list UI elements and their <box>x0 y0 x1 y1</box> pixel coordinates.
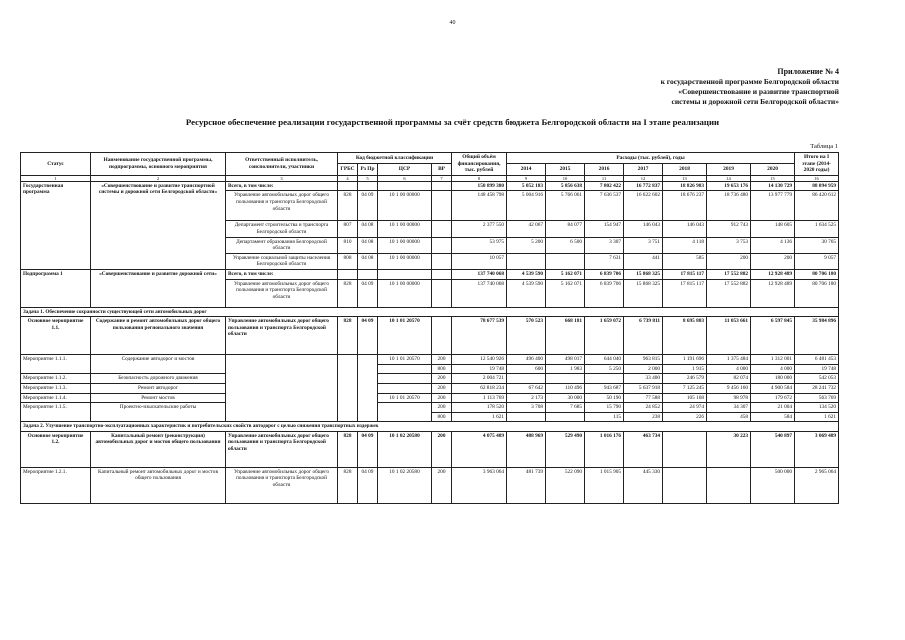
cell-year: 146 043 <box>663 221 707 237</box>
cell-csr: 10 1 00 00000 <box>378 279 432 307</box>
resource-table <box>20 152 839 504</box>
cell-sum: 80 706 180 <box>795 279 839 307</box>
cell-year: 458 <box>707 412 751 422</box>
cell-grbs: 807 <box>338 221 358 237</box>
cell-csr <box>378 269 432 279</box>
cell-year: 3 753 <box>707 237 751 253</box>
cell-year: 15 790 <box>585 403 624 413</box>
cell-year <box>507 253 546 269</box>
annex-header <box>579 67 839 107</box>
cell-csr: 10 1 00 00000 <box>378 237 432 253</box>
cell-total: 19 748 <box>452 364 507 374</box>
cell-status: Мероприятие 1.1.3. <box>21 383 91 393</box>
annex-line: «Совершенствование и развитие транспортной <box>678 87 839 96</box>
cell-name: Ремонт мостов <box>91 393 226 403</box>
cell-year: 226 <box>663 412 707 422</box>
cell-year: 19 653 176 <box>707 181 751 191</box>
cell-year: 18 736 480 <box>707 191 751 221</box>
cell-year: 180 000 <box>751 374 795 384</box>
cell-year: 1 659 072 <box>585 317 624 355</box>
cell-vr: 200 <box>432 403 452 413</box>
cell-name: Капитальный ремонт (реконструкция) автомобильных дорог и мостов общего пользования <box>91 431 226 467</box>
cell-total: 62 818 234 <box>452 383 507 393</box>
section-task-1: Задача 1. Обеспечение сохранности существующей сети автомобильных дорог <box>21 307 839 317</box>
cell-year <box>546 253 585 269</box>
cell-year: 154 947 <box>585 221 624 237</box>
cell-year: 5 052 183 <box>507 181 546 191</box>
header-expenses: Расходы (тыс. рублей), годы <box>507 153 795 164</box>
cell-responsible: Департамент образования Белгородской области <box>226 237 338 253</box>
cell-sum: 134 520 <box>795 403 839 413</box>
cell-total: 3 963 064 <box>452 467 507 503</box>
header-csr: ЦСР <box>378 164 432 175</box>
cell-responsible <box>226 355 338 422</box>
cell-year: 146 043 <box>624 221 663 237</box>
cell-year: 30 223 <box>707 431 751 467</box>
header-status: Статус <box>21 153 91 176</box>
cell-year: 3 307 <box>585 237 624 253</box>
cell-year: 1 015 905 <box>585 467 624 503</box>
cell-year: 77 588 <box>624 393 663 403</box>
cell-total: 2 377 550 <box>452 221 507 237</box>
cell-year: 17 552 882 <box>707 279 751 307</box>
cell-vr: 200 <box>432 383 452 393</box>
cell-sum: 6 481 453 <box>795 355 839 365</box>
cell-rzpr: 04 09 <box>358 317 378 355</box>
cell-year: 943 687 <box>585 383 624 393</box>
cell-year: 67 642 <box>507 383 546 393</box>
cell-year: 481 739 <box>507 467 546 503</box>
cell-year: 5 004 916 <box>507 191 546 221</box>
cell-year: 584 <box>751 412 795 422</box>
cell-total: 53 975 <box>452 237 507 253</box>
header-grbs: ГРБС <box>338 164 358 175</box>
cell-year: 500 000 <box>751 467 795 503</box>
cell-year: 18 826 983 <box>663 181 707 191</box>
cell-year: 42 067 <box>507 221 546 237</box>
cell-status: Государственная программа <box>21 181 91 269</box>
cell-rzpr: 04 09 <box>358 191 378 221</box>
cell-sum: 80 706 180 <box>795 269 839 279</box>
cell-rzpr: 04 08 <box>358 221 378 237</box>
cell-rzpr: 04 09 <box>358 431 378 467</box>
cell-year: 16 622 602 <box>624 191 663 221</box>
cell-year: 585 <box>663 253 707 269</box>
cell-csr: 10 1 02 20580 <box>378 467 432 503</box>
cell-sum: 1 621 <box>795 412 839 422</box>
cell-status: Основное мероприятие 1.2. <box>21 431 91 467</box>
cell-csr: 10 1 02 20580 <box>378 431 432 467</box>
cell-vr: 200 <box>432 393 452 403</box>
column-number: 12 <box>624 175 663 181</box>
cell-sum: 9 057 <box>795 253 839 269</box>
cell-total: 1 113 769 <box>452 393 507 403</box>
cell-status: Мероприятие 1.1.5. <box>21 403 91 422</box>
cell-year: 463 734 <box>624 431 663 467</box>
cell-year: 668 181 <box>546 317 585 355</box>
column-number: 6 <box>378 175 432 181</box>
cell-name: Проектно-изыскательские работы <box>91 403 226 422</box>
column-number: 7 <box>432 175 452 181</box>
cell-year: 21 004 <box>751 403 795 413</box>
cell-grbs: 828 <box>338 279 358 307</box>
cell-csr: 10 1 01 20570 <box>378 355 432 365</box>
cell-year: 15 868 325 <box>624 279 663 307</box>
cell-year: 1 375 484 <box>707 355 751 365</box>
header-kbk: Код бюджетной классификации <box>338 153 452 164</box>
cell-year: 8 695 803 <box>663 317 707 355</box>
cell-total: 1 621 <box>452 412 507 422</box>
cell-csr: 10 1 00 00000 <box>378 221 432 237</box>
cell-rzpr: 04 09 <box>358 279 378 307</box>
cell-year: 540 897 <box>751 431 795 467</box>
cell-vr <box>432 191 452 221</box>
cell-grbs: 828 <box>338 317 358 355</box>
cell-sum: 1 634 525 <box>795 221 839 237</box>
cell-year: 441 <box>624 253 663 269</box>
header-rzpr: Рз Пр <box>358 164 378 175</box>
cell-year: 4 000 <box>707 364 751 374</box>
cell-grbs: 828 <box>338 431 358 467</box>
cell-sum: 19 748 <box>795 364 839 374</box>
cell-year <box>546 374 585 384</box>
cell-status: Мероприятие 1.2.1. <box>21 467 91 503</box>
cell-csr: 10 1 00 00000 <box>378 191 432 221</box>
cell-responsible: Всего, в том числе: <box>226 181 338 191</box>
table-row <box>21 374 839 384</box>
cell-year: 7 685 <box>546 403 585 413</box>
cell-year: 9 456 160 <box>707 383 751 393</box>
column-number: 15 <box>751 175 795 181</box>
cell-year: 17 552 882 <box>707 269 751 279</box>
cell-year: 529 490 <box>546 431 585 467</box>
cell-year: 498 017 <box>546 355 585 365</box>
cell-name: Содержание автодорог и мостов <box>91 355 226 374</box>
cell-year: 7 631 <box>585 253 624 269</box>
column-number: 16 <box>795 175 839 181</box>
cell-grbs: 808 <box>338 253 358 269</box>
cell-rzpr <box>358 355 378 422</box>
column-number: 11 <box>585 175 624 181</box>
cell-year <box>507 374 546 384</box>
cell-responsible: Управление автомобильных дорог общего пользования и транспорта Белгородской области <box>226 317 338 355</box>
cell-vr <box>432 317 452 355</box>
cell-total: 2 004 721 <box>452 374 507 384</box>
column-number: 5 <box>358 175 378 181</box>
header-year: 2019 <box>707 164 751 175</box>
cell-sum: 28 241 732 <box>795 383 839 393</box>
cell-year: 33 400 <box>624 374 663 384</box>
cell-year: 4 136 <box>751 237 795 253</box>
section-row <box>21 307 839 317</box>
cell-year: 148 605 <box>751 221 795 237</box>
cell-year: 4 900 584 <box>751 383 795 393</box>
cell-name: «Совершенствование и развитие транспортной системы и дорожной сети Белгородской области» <box>91 181 226 269</box>
cell-year: 11 053 661 <box>707 317 751 355</box>
cell-year <box>663 467 707 503</box>
table-row <box>21 355 839 365</box>
cell-year <box>707 467 751 503</box>
table-row <box>21 467 839 503</box>
cell-vr <box>432 253 452 269</box>
cell-year: 4 118 <box>663 237 707 253</box>
cell-sum: 30 765 <box>795 237 839 253</box>
cell-responsible: Управление автомобильных дорог общего пользования и транспорта Белгородской области <box>226 431 338 467</box>
cell-sum: 88 094 959 <box>795 181 839 191</box>
cell-total: 12 540 926 <box>452 355 507 365</box>
cell-year: 16 772 837 <box>624 181 663 191</box>
cell-year: 17 815 117 <box>663 279 707 307</box>
cell-status: Мероприятие 1.1.4. <box>21 393 91 403</box>
column-number: 2 <box>91 175 226 181</box>
cell-year <box>507 412 546 422</box>
cell-year: 200 <box>707 253 751 269</box>
table-row <box>21 393 839 403</box>
cell-rzpr: 04 08 <box>358 237 378 253</box>
header-year: 2018 <box>663 164 707 175</box>
cell-responsible: Управление автомобильных дорог общего пользования и транспорта Белгородской области <box>226 467 338 503</box>
cell-year: 1 915 <box>663 364 707 374</box>
cell-vr <box>432 181 452 191</box>
section-row <box>21 422 839 432</box>
header-year: 2020 <box>751 164 795 175</box>
cell-grbs: 828 <box>338 191 358 221</box>
cell-name: «Совершенствование и развитие дорожной сети» <box>91 269 226 307</box>
cell-year: 3 708 <box>507 403 546 413</box>
cell-csr <box>378 364 432 374</box>
cell-year: 600 <box>507 364 546 374</box>
annex-line: к государственной программе Белгородской области <box>660 77 839 86</box>
cell-responsible: Управление автомобильных дорог общего пользования и транспорта Белгородской области <box>226 191 338 221</box>
column-number: 13 <box>663 175 707 181</box>
cell-year: 12 928 489 <box>751 279 795 307</box>
table-row <box>21 317 839 355</box>
cell-year: 488 969 <box>507 431 546 467</box>
cell-year: 522 090 <box>546 467 585 503</box>
table-row <box>21 383 839 393</box>
header-year: 2015 <box>546 164 585 175</box>
cell-year: 18 676 237 <box>663 191 707 221</box>
header-year: 2014 <box>507 164 546 175</box>
cell-year: 14 130 729 <box>751 181 795 191</box>
cell-responsible: Всего, в том числе: <box>226 269 338 279</box>
cell-grbs: 810 <box>338 237 358 253</box>
cell-name: Капитальный ремонт автомобильных дорог и мостов общего пользования <box>91 467 226 503</box>
cell-year: 3 751 <box>624 237 663 253</box>
cell-year: 115 <box>585 412 624 422</box>
column-number: 10 <box>546 175 585 181</box>
column-number: 4 <box>338 175 358 181</box>
cell-grbs <box>338 355 358 422</box>
cell-year: 82 074 <box>707 374 751 384</box>
cell-csr <box>378 181 432 191</box>
annex-line: Приложение № 4 <box>777 67 839 76</box>
cell-vr: 200 <box>432 467 452 503</box>
cell-year: 6 839 706 <box>585 269 624 279</box>
cell-vr: 200 <box>432 431 452 467</box>
section-task-2: Задача 2. Улучшение транспортно-эксплуатационных характеристик и потребительских свойств автодорог с целью снижения транспортных издержек <box>21 422 839 432</box>
cell-year: 50 190 <box>585 393 624 403</box>
cell-rzpr <box>358 181 378 191</box>
cell-vr: 800 <box>432 364 452 374</box>
cell-responsible: Управление социальной защиты населения Белгородской области <box>226 253 338 269</box>
cell-year: 7 125 245 <box>663 383 707 393</box>
cell-sum: 86 420 612 <box>795 191 839 221</box>
table-row <box>21 181 839 191</box>
cell-year: 12 928 489 <box>751 269 795 279</box>
cell-year <box>546 412 585 422</box>
cell-responsible: Департамент строительства и транспорта Белгородской области <box>226 221 338 237</box>
cell-year: 644 040 <box>585 355 624 365</box>
cell-csr: 10 1 01 20570 <box>378 393 432 403</box>
cell-vr <box>432 221 452 237</box>
cell-year: 84 077 <box>546 221 585 237</box>
cell-csr: 10 1 01 20570 <box>378 317 432 355</box>
cell-year: 15 868 325 <box>624 269 663 279</box>
cell-year: 7 802 422 <box>585 181 624 191</box>
cell-name: Содержание и ремонт автомобильных дорог общего пользования регионального значения <box>91 317 226 355</box>
cell-csr <box>378 403 432 422</box>
cell-grbs: 828 <box>338 467 358 503</box>
column-number: 9 <box>507 175 546 181</box>
cell-year: 963 815 <box>624 355 663 365</box>
cell-vr <box>432 269 452 279</box>
cell-year <box>663 431 707 467</box>
cell-grbs <box>338 269 358 279</box>
cell-year: 98 978 <box>707 393 751 403</box>
cell-year: 24 852 <box>624 403 663 413</box>
annex-line: системы и дорожной сети Белгородской области» <box>671 97 839 106</box>
cell-sum: 3 069 489 <box>795 431 839 467</box>
cell-total: 150 899 380 <box>452 181 507 191</box>
cell-year: 912 743 <box>707 221 751 237</box>
table-row <box>21 403 839 413</box>
cell-year: 34 307 <box>707 403 751 413</box>
column-number: 8 <box>452 175 507 181</box>
cell-year: 30 000 <box>546 393 585 403</box>
cell-status: Мероприятие 1.1.2. <box>21 374 91 384</box>
header-total: Общий объём финансирования, тыс. рублей <box>452 153 507 176</box>
cell-csr: 10 1 00 00000 <box>378 253 432 269</box>
cell-year <box>585 374 624 384</box>
cell-sum: 35 984 896 <box>795 317 839 355</box>
cell-year: 5 856 638 <box>546 181 585 191</box>
cell-year: 6 739 811 <box>624 317 663 355</box>
cell-year: 5 637 918 <box>624 383 663 393</box>
cell-year: 5 766 061 <box>546 191 585 221</box>
cell-year: 179 672 <box>751 393 795 403</box>
cell-total: 10 057 <box>452 253 507 269</box>
cell-sum: 563 769 <box>795 393 839 403</box>
header-row <box>21 153 839 164</box>
cell-name: Ремонт автодорог <box>91 383 226 393</box>
cell-status: Мероприятие 1.1.1. <box>21 355 91 374</box>
cell-year: 105 168 <box>663 393 707 403</box>
column-number: 3 <box>226 175 338 181</box>
cell-year: 4 000 <box>751 364 795 374</box>
cell-total: 4 075 489 <box>452 431 507 467</box>
cell-vr <box>432 237 452 253</box>
cell-year: 17 815 117 <box>663 269 707 279</box>
header-responsible: Ответственный исполнитель, соисполнители, участники <box>226 153 338 176</box>
cell-year: 4 539 590 <box>507 269 546 279</box>
cell-year: 13 977 779 <box>751 191 795 221</box>
table-row <box>21 269 839 279</box>
cell-year: 238 <box>624 412 663 422</box>
cell-status: Основное мероприятие 1.1. <box>21 317 91 355</box>
cell-year: 246 579 <box>663 374 707 384</box>
cell-status: Подпрограмма 1 <box>21 269 91 307</box>
cell-year: 1 312 001 <box>751 355 795 365</box>
cell-vr: 200 <box>432 355 452 365</box>
cell-year: 200 <box>751 253 795 269</box>
cell-year: 570 523 <box>507 317 546 355</box>
cell-year: 110 496 <box>546 383 585 393</box>
table-row <box>21 431 839 467</box>
cell-grbs <box>338 181 358 191</box>
cell-sum: 542 053 <box>795 374 839 384</box>
cell-name: Безопасность дорожного движения <box>91 374 226 384</box>
cell-total: 178 520 <box>452 403 507 413</box>
cell-year: 4 539 590 <box>507 279 546 307</box>
cell-year: 7 636 537 <box>585 191 624 221</box>
cell-total: 148 458 798 <box>452 191 507 221</box>
header-sum: Итого на I этапе (2014-2020 годы) <box>795 153 839 176</box>
cell-year: 6 597 845 <box>751 317 795 355</box>
cell-year: 1 983 <box>546 364 585 374</box>
cell-vr: 200 <box>432 374 452 384</box>
header-name: Наименование государственной программы, подпрограммы, основного мероприятия <box>91 153 226 176</box>
cell-rzpr: 04 08 <box>358 253 378 269</box>
cell-year: 24 974 <box>663 403 707 413</box>
cell-year: 445 330 <box>624 467 663 503</box>
cell-total: 78 677 539 <box>452 317 507 355</box>
cell-csr <box>378 383 432 393</box>
cell-sum: 2 965 064 <box>795 467 839 503</box>
cell-rzpr <box>358 269 378 279</box>
cell-year: 1 016 176 <box>585 431 624 467</box>
column-number: 1 <box>21 175 91 181</box>
cell-year: 5 162 071 <box>546 279 585 307</box>
document-title: Ресурсное обеспечение реализации государственной программы за счёт средств бюджета Белгородской области на I этапе реализации <box>185 117 720 127</box>
cell-year: 1 191 696 <box>663 355 707 365</box>
table-label: Таблица 1 <box>810 143 838 150</box>
cell-vr <box>432 279 452 307</box>
cell-year: 2 000 <box>624 364 663 374</box>
cell-year: 5 162 071 <box>546 269 585 279</box>
cell-vr: 800 <box>432 412 452 422</box>
cell-year: 6 500 <box>546 237 585 253</box>
cell-year: 6 839 706 <box>585 279 624 307</box>
cell-csr <box>378 374 432 384</box>
cell-total: 137 740 068 <box>452 279 507 307</box>
cell-year: 5 200 <box>507 237 546 253</box>
cell-rzpr: 04 09 <box>358 467 378 503</box>
header-year: 2016 <box>585 164 624 175</box>
cell-responsible: Управление автомобильных дорог общего пользования и транспорта Белгородской области <box>226 279 338 307</box>
cell-year: 5 250 <box>585 364 624 374</box>
cell-year: 2 173 <box>507 393 546 403</box>
header-vr: ВР <box>432 164 452 175</box>
header-year: 2017 <box>624 164 663 175</box>
column-number: 14 <box>707 175 751 181</box>
cell-total: 137 740 068 <box>452 269 507 279</box>
page-number: 40 <box>449 20 456 26</box>
cell-year: 496 400 <box>507 355 546 365</box>
